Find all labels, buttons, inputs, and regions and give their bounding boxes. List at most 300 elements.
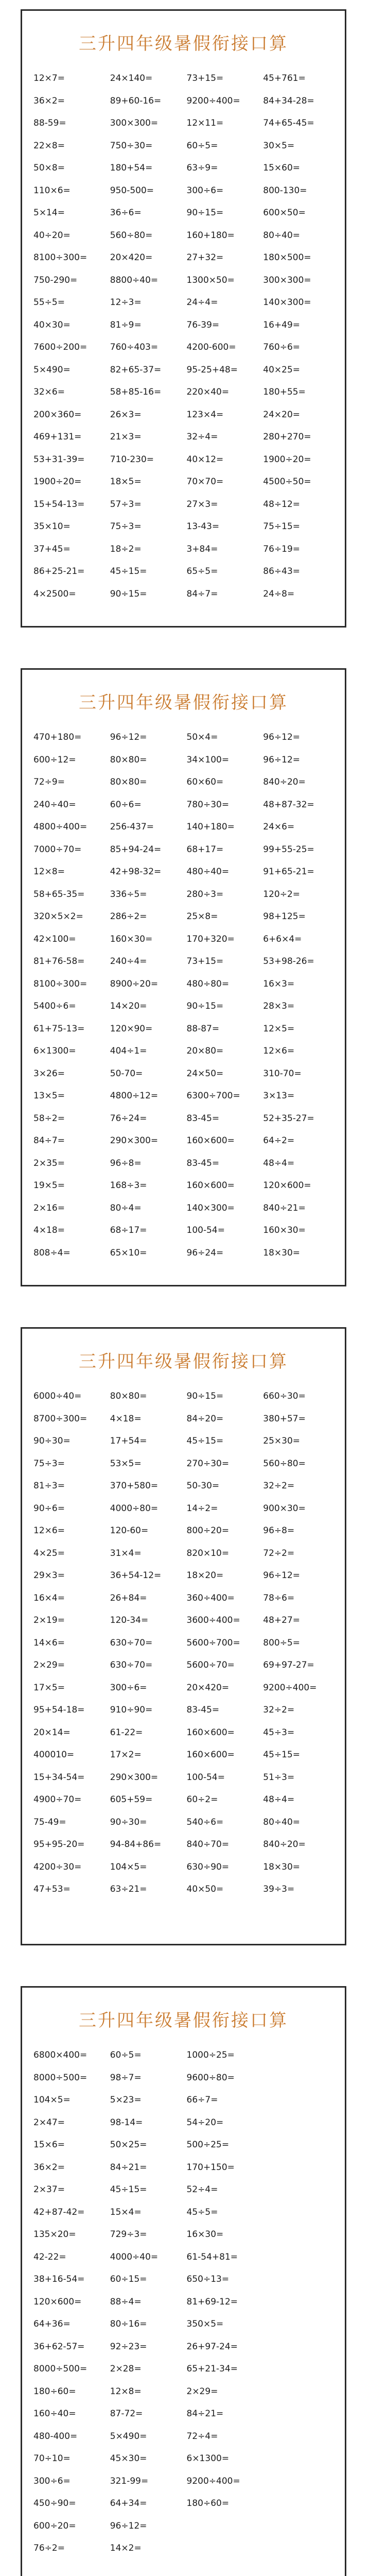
arithmetic-problem: 12×6=	[33, 1526, 65, 1536]
arithmetic-problem: 80÷40=	[263, 230, 301, 241]
arithmetic-problem	[263, 2224, 340, 2246]
arithmetic-problem: 65÷5=	[186, 566, 218, 577]
arithmetic-problem: 240÷40=	[33, 799, 76, 810]
arithmetic-problem: 2×29=	[186, 2386, 218, 2397]
arithmetic-problem: 320×5×2=	[33, 911, 83, 922]
arithmetic-problem: 64+36=	[33, 2319, 71, 2329]
arithmetic-problem: 20×80=	[186, 1046, 224, 1056]
arithmetic-problem: 42+87-42=	[33, 2207, 85, 2217]
arithmetic-problem: 3+84=	[186, 544, 218, 554]
arithmetic-problem: 73+15=	[186, 956, 224, 967]
arithmetic-problem: 42+98-32=	[110, 867, 162, 877]
arithmetic-problem: 70×70=	[186, 477, 224, 487]
arithmetic-problem: 630÷70=	[110, 1660, 153, 1670]
arithmetic-problem: 336÷5=	[110, 889, 147, 900]
arithmetic-problem: 83-45=	[186, 1113, 220, 1124]
arithmetic-problem: 14×2=	[110, 2543, 142, 2553]
arithmetic-problem: 19×5=	[33, 1180, 65, 1191]
arithmetic-problem: 72÷9=	[33, 777, 65, 787]
arithmetic-problem: 560÷80=	[110, 230, 153, 241]
arithmetic-problem: 76÷19=	[263, 544, 301, 554]
arithmetic-problem: 98+125=	[263, 911, 306, 922]
arithmetic-problem: 88÷4=	[110, 2296, 142, 2307]
arithmetic-problem: 45+761=	[263, 73, 306, 83]
arithmetic-problem: 96÷24=	[186, 1247, 224, 1258]
arithmetic-problem: 3×26=	[33, 1068, 65, 1079]
arithmetic-problem: 80×80=	[110, 1391, 147, 1401]
arithmetic-problem: 60÷6=	[110, 799, 142, 810]
arithmetic-problem: 20×420=	[110, 252, 153, 263]
arithmetic-problem: 98÷7=	[110, 2072, 142, 2083]
arithmetic-problem: 20×14=	[33, 1727, 71, 1738]
arithmetic-problem: 170+320=	[186, 934, 235, 944]
arithmetic-problem: 12×6=	[263, 1046, 295, 1056]
arithmetic-problem	[263, 2089, 340, 2112]
arithmetic-problem: 180÷60=	[33, 2386, 76, 2397]
arithmetic-problem: 380+57=	[263, 1413, 306, 1424]
arithmetic-problem	[263, 2268, 340, 2291]
arithmetic-problem: 120-34=	[110, 1615, 149, 1625]
arithmetic-problem: 95+95-20=	[33, 1839, 85, 1850]
arithmetic-problem: 12×11=	[186, 118, 224, 128]
arithmetic-problem: 286÷2=	[110, 911, 147, 922]
arithmetic-problem: 39÷3=	[263, 1884, 295, 1894]
arithmetic-problem	[263, 2067, 340, 2090]
arithmetic-problem: 780÷30=	[186, 799, 230, 810]
arithmetic-problem: 18×20=	[186, 1570, 224, 1581]
arithmetic-problem: 75÷3=	[110, 521, 142, 532]
arithmetic-problem: 290×300=	[110, 1136, 158, 1146]
arithmetic-problem: 32÷4=	[186, 432, 218, 442]
arithmetic-problem: 760÷403=	[110, 342, 158, 352]
arithmetic-problem: 4×18=	[33, 1225, 65, 1235]
arithmetic-problem: 45÷15=	[110, 566, 147, 577]
arithmetic-problem: 40×50=	[186, 1884, 224, 1894]
arithmetic-problem: 750÷30=	[110, 140, 153, 151]
arithmetic-problem	[263, 2470, 340, 2493]
arithmetic-problem: 69+97-27=	[263, 1660, 314, 1670]
arithmetic-problem: 6×1300=	[186, 2453, 230, 2464]
arithmetic-problem: 86+25-21=	[33, 566, 85, 577]
arithmetic-problem: 80÷4=	[110, 1202, 142, 1213]
arithmetic-problem: 120×600=	[33, 2296, 82, 2307]
arithmetic-problem: 15×60=	[263, 163, 301, 173]
arithmetic-problem: 95-25+48=	[186, 364, 238, 375]
arithmetic-problem: 83-45=	[186, 1158, 220, 1168]
worksheet-title: 三升四年级暑假衔接口算	[79, 1351, 288, 1372]
arithmetic-problem: 18×5=	[110, 477, 142, 487]
arithmetic-problem: 180÷60=	[186, 2498, 230, 2509]
arithmetic-problem: 840÷20=	[263, 777, 306, 787]
arithmetic-problem: 5600÷70=	[186, 1660, 235, 1670]
arithmetic-problem: 470+180=	[33, 732, 82, 742]
arithmetic-problem: 96÷8=	[263, 1526, 295, 1536]
arithmetic-problem: 500÷25=	[186, 2140, 230, 2150]
arithmetic-problem: 15×6=	[33, 2140, 65, 2150]
arithmetic-problem: 63÷9=	[186, 163, 218, 173]
arithmetic-problem: 36÷6=	[110, 208, 142, 218]
arithmetic-problem: 21×3=	[110, 432, 142, 442]
arithmetic-problem: 120-60=	[110, 1526, 149, 1536]
arithmetic-problem: 12÷3=	[110, 297, 142, 308]
arithmetic-problem: 26×3=	[110, 409, 142, 420]
arithmetic-problem: 29×3=	[33, 1570, 65, 1581]
arithmetic-problem: 2×16=	[33, 1202, 65, 1213]
arithmetic-problem: 6300÷700=	[186, 1091, 240, 1101]
arithmetic-problem: 480÷80=	[186, 978, 230, 989]
arithmetic-problem: 40×12=	[186, 454, 224, 465]
arithmetic-problem: 24×6=	[263, 822, 295, 832]
arithmetic-problem	[263, 2403, 340, 2426]
arithmetic-problem: 48+87-32=	[263, 799, 314, 810]
arithmetic-problem: 160×600=	[186, 1727, 235, 1738]
arithmetic-problem: 75÷3=	[33, 1458, 65, 1469]
worksheet-2	[21, 668, 346, 1286]
arithmetic-problem: 300÷6=	[186, 185, 224, 196]
arithmetic-problem: 160×600=	[186, 1136, 235, 1146]
arithmetic-problem: 58÷2=	[33, 1113, 65, 1124]
arithmetic-problem: 4000÷80=	[110, 1503, 158, 1514]
arithmetic-problem: 76÷24=	[110, 1113, 147, 1124]
arithmetic-problem: 17+54=	[110, 1436, 147, 1446]
arithmetic-problem: 160×600=	[186, 1180, 235, 1191]
arithmetic-problem: 25×8=	[186, 911, 218, 922]
arithmetic-problem: 840÷70=	[186, 1839, 230, 1850]
arithmetic-problem: 140×300=	[263, 297, 311, 308]
arithmetic-problem: 88-59=	[33, 118, 66, 128]
arithmetic-problem: 12×5=	[263, 1023, 295, 1034]
arithmetic-problem: 8000÷500=	[33, 2364, 87, 2374]
arithmetic-problem: 58+65-35=	[33, 889, 85, 900]
arithmetic-problem: 90÷6=	[33, 1503, 65, 1514]
arithmetic-problem: 469+131=	[33, 432, 82, 442]
worksheet-title: 三升四年级暑假衔接口算	[79, 2010, 288, 2031]
arithmetic-problem: 910÷90=	[110, 1705, 153, 1715]
arithmetic-problem: 110×6=	[33, 185, 71, 196]
arithmetic-problem: 2×35=	[33, 1158, 65, 1168]
arithmetic-problem: 80÷16=	[110, 2319, 147, 2329]
arithmetic-problem: 53+98-26=	[263, 956, 314, 967]
arithmetic-problem: 3×13=	[263, 1091, 295, 1101]
arithmetic-problem: 2×28=	[110, 2364, 142, 2374]
arithmetic-problem: 15×4=	[110, 2207, 142, 2217]
arithmetic-problem: 2×29=	[33, 1660, 65, 1670]
arithmetic-problem: 70÷10=	[33, 2453, 71, 2464]
arithmetic-problem: 47+53=	[33, 1884, 71, 1894]
arithmetic-problem: 8100÷300=	[33, 252, 87, 263]
arithmetic-problem: 220×40=	[186, 387, 230, 397]
arithmetic-problem: 300×300=	[110, 118, 158, 128]
arithmetic-problem: 26+97-24=	[186, 2341, 238, 2352]
arithmetic-problem	[263, 2448, 340, 2470]
arithmetic-problem	[263, 2493, 340, 2515]
arithmetic-problem	[263, 2426, 340, 2448]
arithmetic-problem: 4500÷50=	[263, 477, 311, 487]
arithmetic-problem: 90÷30=	[33, 1436, 71, 1446]
arithmetic-problem: 180+54=	[110, 163, 153, 173]
arithmetic-problem: 4000÷40=	[110, 2251, 158, 2262]
arithmetic-problem: 50-70=	[110, 1068, 143, 1079]
arithmetic-problem: 28×3=	[263, 1001, 295, 1011]
arithmetic-problem: 24÷8=	[263, 588, 295, 599]
arithmetic-problem: 710-230=	[110, 454, 154, 465]
arithmetic-problem: 160×30=	[110, 934, 153, 944]
arithmetic-problem: 605+59=	[110, 1794, 153, 1805]
arithmetic-problem	[263, 2134, 340, 2157]
arithmetic-problem: 2×37=	[33, 2184, 65, 2195]
arithmetic-problem: 480÷40=	[186, 867, 230, 877]
arithmetic-problem: 5×490=	[33, 364, 71, 375]
arithmetic-problem: 48÷4=	[263, 1158, 295, 1168]
arithmetic-problem: 160÷40=	[33, 2409, 76, 2419]
arithmetic-problem: 270÷30=	[186, 1458, 230, 1469]
arithmetic-problem: 96÷12=	[263, 754, 301, 765]
arithmetic-problem: 50-30=	[186, 1481, 220, 1491]
problem-grid	[33, 726, 340, 1264]
arithmetic-problem: 13×5=	[33, 1091, 65, 1101]
arithmetic-problem: 300÷6=	[110, 1682, 147, 1693]
arithmetic-problem: 81÷9=	[110, 319, 142, 330]
arithmetic-problem: 96÷12=	[263, 1570, 301, 1581]
arithmetic-problem: 800÷20=	[186, 1526, 230, 1536]
arithmetic-problem: 450÷90=	[33, 2498, 76, 2509]
arithmetic-problem: 7600÷200=	[33, 342, 87, 352]
arithmetic-problem: 1000÷25=	[186, 2050, 235, 2060]
arithmetic-problem	[187, 2515, 263, 2538]
arithmetic-problem: 560÷80=	[263, 1458, 306, 1469]
arithmetic-problem: 160+180=	[186, 230, 235, 241]
arithmetic-problem: 600×50=	[263, 208, 306, 218]
arithmetic-problem: 66÷7=	[186, 2095, 218, 2105]
arithmetic-problem: 45×30=	[110, 2453, 147, 2464]
arithmetic-problem: 37+45=	[33, 544, 71, 554]
arithmetic-problem: 600÷20=	[33, 2520, 76, 2531]
arithmetic-problem: 60÷15=	[110, 2274, 147, 2284]
arithmetic-problem: 31×4=	[110, 1548, 142, 1558]
arithmetic-problem: 73+15=	[186, 73, 224, 83]
arithmetic-problem: 4800÷400=	[33, 822, 87, 832]
arithmetic-problem: 48÷12=	[263, 499, 301, 510]
arithmetic-problem: 80×80=	[110, 777, 147, 787]
arithmetic-problem: 6800×400=	[33, 2050, 87, 2060]
arithmetic-problem: 26+84=	[110, 1592, 147, 1603]
arithmetic-problem: 630÷70=	[110, 1637, 153, 1648]
arithmetic-problem: 82+65-37=	[110, 364, 162, 375]
arithmetic-problem: 9200÷400=	[186, 2476, 240, 2486]
arithmetic-problem: 321-99=	[110, 2476, 149, 2486]
arithmetic-problem: 86÷43=	[263, 566, 301, 577]
arithmetic-problem: 1900÷20=	[33, 477, 82, 487]
arithmetic-problem: 4×18=	[110, 1413, 142, 1424]
arithmetic-problem: 60÷5=	[186, 140, 218, 151]
arithmetic-problem: 160×30=	[263, 1225, 306, 1235]
arithmetic-problem: 370+580=	[110, 1481, 158, 1491]
arithmetic-problem: 180+55=	[263, 387, 306, 397]
arithmetic-problem: 96÷12=	[110, 732, 147, 742]
arithmetic-problem: 53×5=	[110, 1458, 142, 1469]
arithmetic-problem: 63÷21=	[110, 1884, 147, 1894]
arithmetic-problem: 61-54+81=	[186, 2251, 238, 2262]
arithmetic-problem	[263, 2537, 340, 2560]
arithmetic-problem: 32÷2=	[263, 1705, 295, 1715]
arithmetic-problem: 120×600=	[263, 1180, 311, 1191]
arithmetic-problem: 76÷2=	[33, 2543, 65, 2553]
arithmetic-problem: 84÷7=	[33, 1136, 65, 1146]
arithmetic-problem: 5×14=	[33, 208, 65, 218]
arithmetic-problem: 96÷8=	[110, 1158, 142, 1168]
arithmetic-problem: 94-84+86=	[110, 1839, 162, 1850]
arithmetic-problem: 48÷4=	[263, 1794, 295, 1805]
arithmetic-problem	[263, 2201, 340, 2224]
arithmetic-problem: 91+65-21=	[263, 867, 314, 877]
arithmetic-problem: 300÷6=	[33, 2476, 71, 2486]
worksheet-title: 三升四年级暑假衔接口算	[79, 33, 288, 54]
arithmetic-problem: 75÷15=	[263, 521, 301, 532]
arithmetic-problem: 42-22=	[33, 2251, 66, 2262]
arithmetic-problem: 900×30=	[263, 1503, 306, 1514]
arithmetic-problem: 45÷15=	[186, 1436, 224, 1446]
arithmetic-problem: 15+54-13=	[33, 499, 85, 510]
arithmetic-problem: 123×4=	[186, 409, 224, 420]
arithmetic-problem: 18×30=	[263, 1861, 301, 1872]
arithmetic-problem: 61+75-13=	[33, 1023, 85, 1034]
arithmetic-problem: 170+150=	[186, 2162, 235, 2173]
arithmetic-problem: 16×30=	[186, 2229, 224, 2240]
arithmetic-problem: 808÷4=	[33, 1247, 71, 1258]
arithmetic-problem: 36×2=	[33, 95, 65, 106]
arithmetic-problem: 180×500=	[263, 252, 311, 263]
arithmetic-problem: 3600÷400=	[186, 1615, 240, 1625]
arithmetic-problem: 630÷90=	[186, 1861, 230, 1872]
arithmetic-problem: 27×3=	[186, 499, 218, 510]
worksheet-4	[21, 1986, 346, 2576]
arithmetic-problem: 72÷2=	[263, 1548, 295, 1558]
arithmetic-problem: 65+21-34=	[186, 2364, 238, 2374]
worksheet-title: 三升四年级暑假衔接口算	[79, 692, 288, 713]
arithmetic-problem: 52+35-27=	[263, 1113, 314, 1124]
arithmetic-problem: 60÷2=	[186, 1794, 218, 1805]
arithmetic-problem: 45÷15=	[263, 1750, 301, 1760]
arithmetic-problem: 81÷3=	[33, 1481, 65, 1491]
arithmetic-problem: 4×25=	[33, 1548, 65, 1558]
arithmetic-problem: 14×20=	[110, 1001, 147, 1011]
arithmetic-problem: 55÷5=	[33, 297, 65, 308]
arithmetic-problem: 4900÷70=	[33, 1794, 82, 1805]
arithmetic-problem: 135×20=	[33, 2229, 76, 2240]
arithmetic-problem: 14÷2=	[186, 1503, 218, 1514]
arithmetic-problem: 45÷15=	[110, 2184, 147, 2195]
arithmetic-problem: 9200÷400=	[186, 95, 240, 106]
arithmetic-problem: 1900÷20=	[263, 454, 311, 465]
arithmetic-problem: 60×60=	[186, 777, 224, 787]
arithmetic-problem: 68÷17=	[110, 1225, 147, 1235]
arithmetic-problem: 760÷6=	[263, 342, 301, 352]
arithmetic-problem	[263, 2112, 340, 2134]
arithmetic-problem: 45÷5=	[186, 2207, 218, 2217]
arithmetic-problem: 24×140=	[110, 73, 153, 83]
arithmetic-problem: 52÷4=	[186, 2184, 218, 2195]
arithmetic-problem: 8900÷20=	[110, 978, 158, 989]
arithmetic-problem: 60÷5=	[110, 2050, 142, 2060]
arithmetic-problem: 30×5=	[263, 140, 295, 151]
problem-grid	[33, 2044, 340, 2560]
arithmetic-problem: 80×80=	[110, 754, 147, 765]
arithmetic-problem: 45÷3=	[263, 1727, 295, 1738]
arithmetic-problem: 100-54=	[186, 1225, 225, 1235]
arithmetic-problem: 50×8=	[33, 163, 65, 173]
arithmetic-problem: 200×360=	[33, 409, 82, 420]
arithmetic-problem: 280+270=	[263, 432, 311, 442]
arithmetic-problem: 40×30=	[33, 319, 71, 330]
arithmetic-problem: 54÷20=	[186, 2117, 224, 2128]
arithmetic-problem: 84÷21=	[110, 2162, 147, 2173]
arithmetic-problem: 104×5=	[33, 2095, 71, 2105]
arithmetic-problem: 8000÷500=	[33, 2072, 87, 2083]
arithmetic-problem	[263, 2358, 340, 2381]
arithmetic-problem: 600÷12=	[33, 754, 76, 765]
arithmetic-problem: 84÷7=	[186, 588, 218, 599]
arithmetic-problem: 300×300=	[263, 275, 311, 285]
arithmetic-problem: 660÷30=	[263, 1391, 306, 1401]
arithmetic-problem: 42×100=	[33, 934, 76, 944]
arithmetic-problem: 36×2=	[33, 2162, 65, 2173]
arithmetic-problem: 90÷15=	[186, 1001, 224, 1011]
arithmetic-problem: 6+6×4=	[263, 934, 302, 944]
arithmetic-problem	[263, 2246, 340, 2269]
arithmetic-problem: 96÷12=	[110, 2520, 147, 2531]
arithmetic-problem: 840÷21=	[263, 1202, 306, 1213]
arithmetic-problem: 8100÷300=	[33, 978, 87, 989]
arithmetic-problem: 84÷20=	[186, 1413, 224, 1424]
arithmetic-problem: 750-290=	[33, 275, 78, 285]
arithmetic-problem: 90÷15=	[110, 588, 147, 599]
arithmetic-problem: 95+54-18=	[33, 1705, 85, 1715]
arithmetic-problem: 4200÷30=	[33, 1861, 82, 1872]
arithmetic-problem: 83-45=	[186, 1705, 220, 1715]
arithmetic-problem: 32×6=	[33, 387, 65, 397]
arithmetic-problem: 15+34-54=	[33, 1772, 85, 1783]
arithmetic-problem: 81+69-12=	[186, 2296, 238, 2307]
arithmetic-problem: 51÷3=	[263, 1772, 295, 1783]
arithmetic-problem: 84÷21=	[186, 2409, 224, 2419]
arithmetic-problem: 5×490=	[110, 2431, 147, 2442]
arithmetic-problem: 27+32=	[186, 252, 224, 263]
arithmetic-problem: 140+180=	[186, 822, 235, 832]
arithmetic-problem: 90÷30=	[110, 1817, 147, 1827]
arithmetic-problem: 88-87=	[186, 1023, 220, 1034]
arithmetic-problem: 18÷2=	[110, 544, 142, 554]
arithmetic-problem: 820×10=	[186, 1548, 230, 1558]
arithmetic-problem: 85+94-24=	[110, 844, 162, 855]
arithmetic-problem	[263, 2381, 340, 2403]
arithmetic-problem: 57÷3=	[110, 499, 142, 510]
arithmetic-problem: 140×300=	[186, 1202, 235, 1213]
arithmetic-problem: 89+60-16=	[110, 95, 162, 106]
arithmetic-problem: 1300×50=	[186, 275, 235, 285]
arithmetic-problem	[263, 2515, 340, 2538]
arithmetic-problem: 8800÷40=	[110, 275, 158, 285]
arithmetic-problem: 480-400=	[33, 2431, 78, 2442]
arithmetic-problem: 24×20=	[263, 409, 301, 420]
arithmetic-problem: 98-14=	[110, 2117, 143, 2128]
arithmetic-problem: 9200÷400=	[263, 1682, 317, 1693]
arithmetic-problem: 256-437=	[110, 822, 154, 832]
arithmetic-problem: 75-49=	[33, 1817, 66, 1827]
arithmetic-problem: 48+27=	[263, 1615, 301, 1625]
arithmetic-problem: 5600÷700=	[186, 1637, 240, 1648]
arithmetic-problem	[263, 2291, 340, 2314]
arithmetic-problem: 34×100=	[186, 754, 230, 765]
